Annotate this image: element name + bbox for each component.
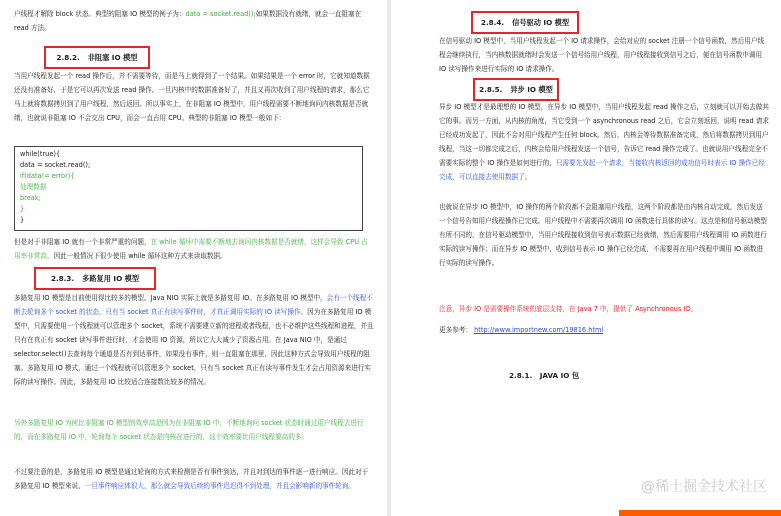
multiplex-highlight: 会有一个线程不断去轮询多个 socket 的状态，只有当 socket 真正有读写事件时，才真正调用实际的 IO 读写操作。 xyxy=(14,294,373,316)
code-block xyxy=(14,146,363,231)
nonblocking-paragraph: 当用户线程发起一个 read 操作后，并不需要等待，而是马上就得到了一个结果。如果结果是一个 error 时，它就知道数据还没有准备好，于是它可以再次发送 read 操作。一旦内核中的数据准备好了，并且又再次收到了用户线程的请求，那么它马上就将数据拷贝到了用户线程，然后返回。所以事实上，在非阻塞 IO 模型中，用户线程需要不断地询问内核数据是否就绪，也就说非阻塞 IO 不会交出 CPU，而会一直占用 CPU。典型的非阻塞 IO 模型一般如下： xyxy=(14,72,370,122)
right-page xyxy=(391,0,781,516)
heading-title: 异步 IO 模型 xyxy=(510,84,553,94)
heading-title: 非阻塞 IO 模型 xyxy=(87,52,138,62)
async-paragraph xyxy=(439,100,769,184)
multiplex-note-text: 不过要注意的是，多路复用 IO 模型是通过轮询的方式来检测是否有事件到达，并且对到达的事件逐一进行响应。因此对于多路复用 IO 模型来说， xyxy=(14,468,369,490)
multiplex-text-2: 因为在多路复用 IO 模型中，只需要使用一个线程就可以管理多个 socket，系统不需要建立新的进程或者线程，也不必维护这些线程和进程，并且只有在真正有 socket 读写事件进行时，才会使用 IO 资源，所以它大大减少了资源占用。在 Java NIO 中，是通过 selector.select()去查询每个通道是否有到达事件，如果没有事件，则一直阻塞在那里，因此这种方式会导致用户线程的阻塞。多路复用 IO 模式，通过一个线程就可以管理多个 socket，只有当 socket 真正有读写事件发生才会占用资源来进行实际的读写操作。因此，多路复用 IO 比较适合连接数比较多的情况。 xyxy=(14,308,374,386)
code-line: data = socket.read(); xyxy=(20,161,91,169)
code-line: 处理数据 xyxy=(20,183,47,191)
after-code-highlight: 在 while 循环中需要不断地去询问内核数据是否就绪，这样会导致 CPU 占用率非常高， xyxy=(14,238,368,260)
after-code-paragraph xyxy=(14,235,374,263)
code-line: break; xyxy=(20,194,41,202)
async-text: 异步 IO 模型才是最理想的 IO 模型，在异步 IO 模型中，当用户线程发起 read 操作之后，立刻就可以开始去做其它的事。而另一方面，从内核的角度，当它受到一个 asynchronous read 之后，它会立刻返回，说明 read 请求已经成功发起了，因此不会对用户线程产生任何 block。然后，内核会等待数据准备完成，然后将数据拷贝到用户线程，当这一切都完成之后，内核会给用户线程发送一个信号，告诉它 read 操作完成了。也就说用户线程完全不需要实际的整个 IO 操作是如何进行的， xyxy=(439,103,769,167)
multiplex-paragraph xyxy=(14,291,374,389)
multiplex-note-highlight: 一旦事件响应体很大，那么就会导致后续的事件迟迟得不到处理，并且会影响新的事件轮询。 xyxy=(84,482,356,490)
heading-async-io xyxy=(473,78,559,101)
intro-paragraph xyxy=(14,7,376,35)
code-line: if(data!= error){ xyxy=(20,172,75,180)
code-line: while(true){ xyxy=(20,150,61,158)
async-highlight: 只需要先发起一个请求，当接收内核返回的成功信号时表示 IO 操作已经完成，可以直接去使用数据了。 xyxy=(439,159,765,181)
heading-number: 2.8.1. xyxy=(509,371,533,380)
heading-title: 多路复用 IO 模型 xyxy=(82,273,140,283)
heading-title: JAVA IO 包 xyxy=(539,371,580,380)
heading-nonblocking-io xyxy=(44,46,150,69)
intro-text: 户线程才解除 block 状态。典型的阻塞 IO 模型的例子为： xyxy=(14,10,186,18)
signal-paragraph: 在信号驱动 IO 模型中，当用户线程发起一个 IO 请求操作，会给对应的 socket 注册一个信号函数，然后用户线程会继续执行，当内核数据就绪时会发送一个信号给用户线程，用户线程接收到信号之后，便在信号函数中调用 IO 读写操作来进行实际的 IO 请求操作。 xyxy=(439,37,765,73)
heading-number: 2.8.5. xyxy=(479,85,503,94)
after-code-text-2: 因此一般情况下很少使用 while 循环这种方式来读取数据。 xyxy=(53,252,227,260)
reference-link[interactable]: http://www.importnew.com/19816.html xyxy=(474,326,604,334)
heading-signal-driven-io xyxy=(471,11,579,34)
multiplex-efficiency-paragraph: 另外多路复用 IO 为何比非阻塞 IO 模型的效率高是因为在非阻塞 IO 中，不断地询问 socket 状态时通过用户线程去进行的，而在多路复用 IO 中，轮询每个 socket 状态是内核在进行的，这个效率要比用户线程要高的多。 xyxy=(14,419,364,441)
heading-number: 2.8.4. xyxy=(480,18,505,27)
left-page xyxy=(0,0,387,516)
code-line: } xyxy=(20,205,25,213)
intro-code: data = socket.read(); xyxy=(185,10,256,18)
heading-title: 信号驱动 IO 模型 xyxy=(512,17,570,27)
multiplex-note-paragraph xyxy=(14,465,374,493)
note-paragraph: 注意，异步 IO 是需要操作系统的底层支持，在 Java 7 中，提供了 Asynchronous IO。 xyxy=(439,305,698,313)
reference-label: 更多参考： xyxy=(439,326,472,334)
code-line: } xyxy=(20,216,25,224)
watermark-text: @稀土掘金技术社区 xyxy=(641,479,767,495)
heading-number: 2.8.3. xyxy=(50,274,75,283)
heading-java-io xyxy=(509,371,579,381)
async-detail-paragraph: 也就说在异步 IO 模型中，IO 操作的两个阶段都不会阻塞用户线程，这两个阶段都是由内核自动完成，然后发送一个信号告知用户线程操作已完成。用户线程中不需要再次调用 IO 函数进行具体的读写。这点是和信号驱动模型有所不同的，在信号驱动模型中，当用户线程接收到信号表示数据已经就绪，然后需要用户线程调用 IO 函数进行实际的读写操作；而在异步 IO 模型中，收到信号表示 IO 操作已经完成，不需要再在用户线程中调用 IO 函数进行实际的读写操作。 xyxy=(439,203,767,267)
heading-number: 2.8.2. xyxy=(56,53,80,62)
multiplex-text: 多路复用 IO 模型是目前使用得比较多的模型。Java NIO 实际上就是多路复用 IO。在多路复用 IO 模型中， xyxy=(14,294,327,302)
heading-multiplex-io xyxy=(34,267,156,290)
intro-text-2: 如果数据没有就绪，就会一直阻塞在 read 方法。 xyxy=(14,10,362,32)
watermark xyxy=(641,476,767,496)
after-code-text: 但是对于非阻塞 IO 就有一个非常严重的问题， xyxy=(14,238,151,246)
reference-line xyxy=(439,323,769,337)
page-edge-strip xyxy=(619,510,781,516)
